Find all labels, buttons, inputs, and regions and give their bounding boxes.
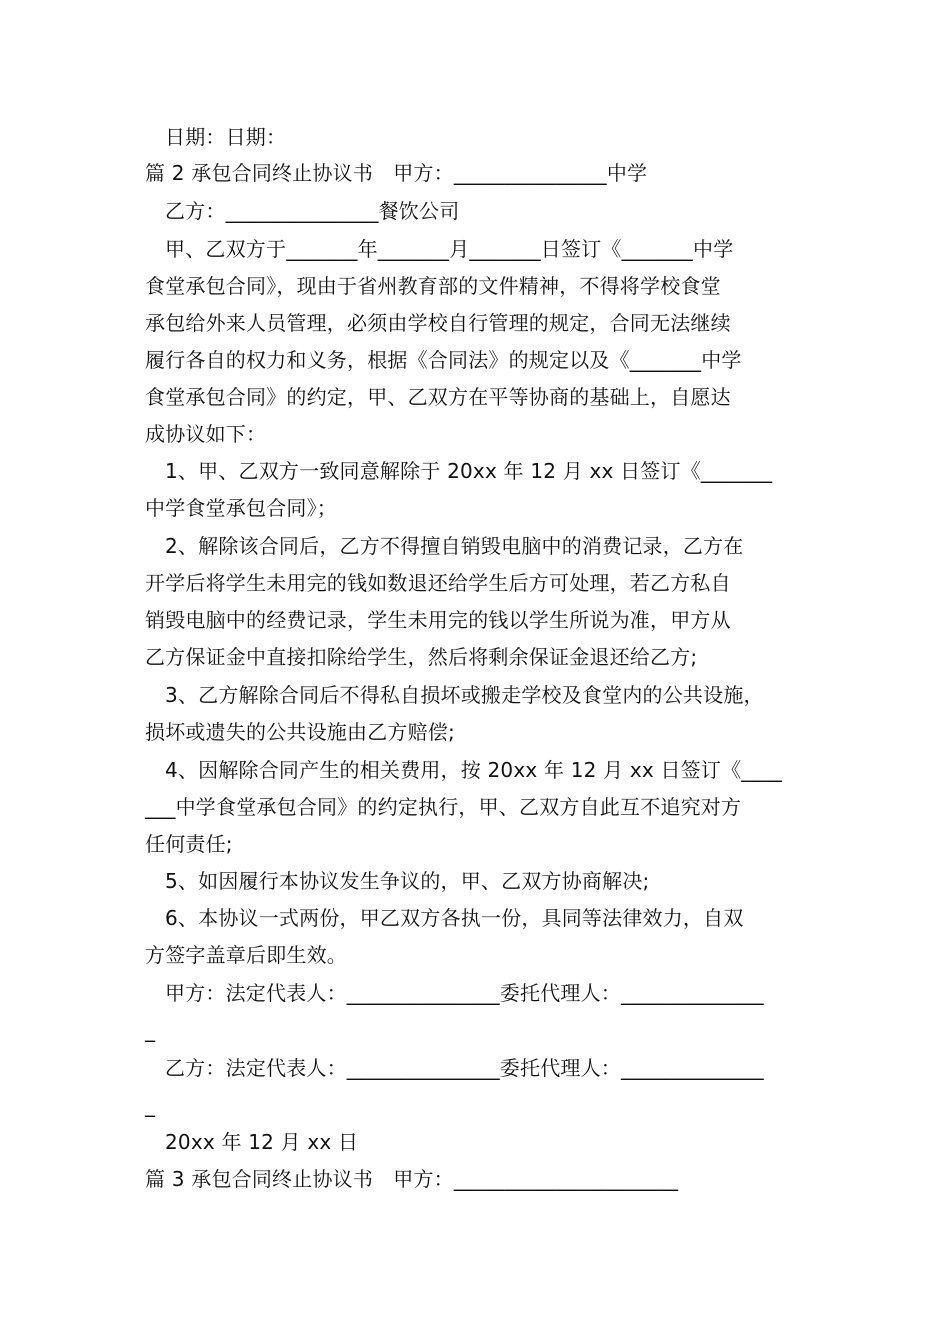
body-line: 履行各自的权力和义务，根据《合同法》的规定以及《_______中学 (145, 348, 742, 372)
party-a-signature-tail: _ (145, 1018, 156, 1042)
clause-4-line: 4、因解除合同产生的相关费用，按 20xx 年 12 月 xx 日签订《____ (165, 758, 783, 782)
body-line: 甲、乙双方于_______年_______月_______日签订《_______中学 (165, 237, 734, 261)
body-line: 成协议如下： (145, 422, 267, 446)
body-line: 食堂承包合同》的约定，甲、乙双方在平等协商的基础上，自愿达 (145, 385, 731, 409)
clause-1-line: 中学食堂承包合同》； (145, 496, 337, 520)
clause-5-line: 5、如因履行本协议发生争议的，甲、乙双方协商解决; (165, 869, 650, 893)
date-line: 日期：日期： (165, 125, 287, 149)
section-3-heading: 篇 3 承包合同终止协议书 甲方：______________________ (145, 1167, 679, 1191)
clause-2-line: 乙方保证金中直接扣除给学生，然后将剩余保证金退还给乙方; (145, 645, 698, 669)
party-b-signature-line: 乙方：法定代表人：_______________委托代理人：______________ (165, 1056, 764, 1080)
body-line: 承包给外来人员管理，必须由学校自行管理的规定，合同无法继续 (145, 311, 731, 335)
clause-2-line: 销毁电脑中的经费记录，学生未用完的钱以学生所说为准，甲方从 (145, 608, 731, 632)
clause-4-line: 任何责任; (145, 832, 233, 856)
body-line: 食堂承包合同》，现由于省州教育部的文件精神，不得将学校食堂 (145, 274, 721, 298)
section-2-heading: 篇 2 承包合同终止协议书 甲方：_______________中学 (145, 161, 648, 185)
clause-6-line: 方签字盖章后即生效。 (145, 943, 347, 967)
clause-6-line: 6、本协议一式两份，甲乙双方各执一份，具同等法律效力，自双 (165, 906, 744, 930)
party-a-signature-line: 甲方：法定代表人：_______________委托代理人：______________ (165, 981, 764, 1005)
clause-3-line: 损坏或遗失的公共设施由乙方赔偿; (145, 720, 455, 744)
clause-4-line: ___中学食堂承包合同》的约定执行，甲、乙双方自此互不追究对方 (145, 795, 742, 819)
signing-date: 20xx 年 12 月 xx 日 (165, 1130, 359, 1154)
party-b-line: 乙方：_______________餐饮公司 (165, 199, 460, 223)
party-b-signature-tail: _ (145, 1093, 156, 1117)
clause-2-line: 2、解除该合同后，乙方不得擅自销毁电脑中的消费记录，乙方在 (165, 534, 744, 558)
clause-3-line: 3、乙方解除合同后不得私自损坏或搬走学校及食堂内的公共设施， (165, 683, 764, 707)
clause-2-line: 开学后将学生未用完的钱如数退还给学生后方可处理，若乙方私自 (145, 571, 731, 595)
clause-1-line: 1、甲、乙双方一致同意解除于 20xx 年 12 月 xx 日签订《_______ (165, 459, 773, 483)
